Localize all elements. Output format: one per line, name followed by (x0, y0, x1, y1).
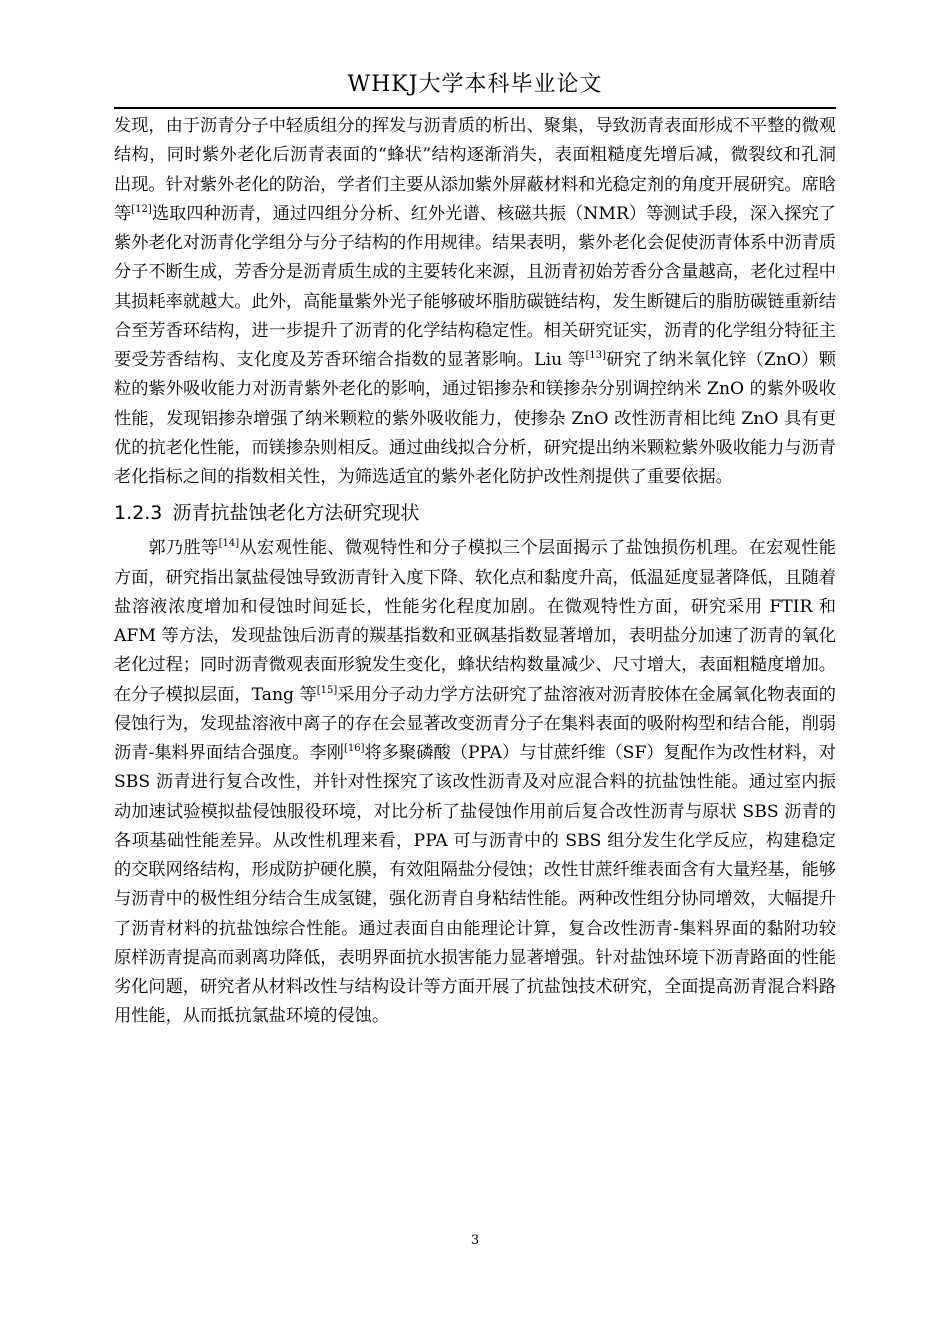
text-run: 从宏观性能、微观特性和分子模拟三个层面揭示了盐蚀损伤机理。在宏观性能方面，研究指出氯盐侵蚀导致沥青针入度下降、软化点和黏度升高，低温延度显著降低，且随着盐溶液浓度增加和侵蚀时间延长，性能劣化程度加剧。在微观特性方面，研究采用 FTIR 和 AFM 等方法，发现盐蚀后沥青的羰基指数和亚砜基指数显著增加，表明盐分加速了沥青的氧化老化过程；同时沥青微观表面形貌发生变化，蜂状结构数量减少、尺寸增大，表面粗糙度增加。在分子模拟层面，Tang 等 (114, 538, 836, 705)
running-header: WHKJ大学本科毕业论文 (347, 72, 603, 97)
citation-13: [13] (585, 350, 606, 361)
text-run: 采用分子动力学方法研究了盐溶液对沥青胶体在金属氧化物表面的侵蚀行为，发现盐溶液中离子的存在会显著改变沥青分子在集料表面的吸附构型和结合能，削弱沥青-集料界面结合强度。李刚 (114, 684, 836, 763)
citation-14: [14] (218, 538, 240, 550)
section-title: 沥青抗盐蚀老化方法研究现状 (172, 502, 420, 525)
body-text (114, 112, 836, 1032)
page-number: 3 (470, 1233, 480, 1248)
citation-16: [16] (343, 743, 365, 754)
paragraph (114, 534, 836, 1031)
paragraph-continued (114, 112, 836, 492)
text-run: 选取四种沥青，通过四组分分析、红外光谱、核磁共振（NMR）等测试手段，深入探究了紫外老化对沥青化学组分与分子结构的作用规律。结果表明，紫外老化会促使沥青体系中沥青质分子不断生成，芳香分是沥青质生成的主要转化来源，且沥青初始芳香分含量越高，老化过程中其损耗率就越大。此外，高能量紫外光子能够破坏脂肪碳链结构，发生断键后的脂肪碳链重新结合至芳香环结构，进一步提升了沥青的化学结构稳定性。相关研究证实，沥青的化学组分特征主要受芳香结构、支化度及芳香环缩合指数的显著影响。Liu 等 (114, 203, 836, 370)
citation-15: [15] (316, 684, 338, 696)
text-run: 郭乃胜等 (148, 538, 219, 559)
text-run: 将多聚磷酸（PPA）与甘蔗纤维（SF）复配作为改性材料，对 SBS 沥青进行复合改性，并针对性探究了该改性沥青及对应混合料的抗盐蚀性能。通过室内振动加速试验模拟盐侵蚀服役环境，对比分析了盐侵蚀作用前后复合改性沥青与原状 SBS 沥青的各项基础性能差异。从改性机理来看，PPA 可与沥青中的 SBS 组分发生化学反应，构建稳定的交联网络结构，形成防护硬化膜，有效阻隔盐分侵蚀；改性甘蔗纤维表面含有大量羟基，能够与沥青中的极性组分结合生成氢键，强化沥青自身粘结性能。两种改性组分协同增效，大幅提升了沥青材料的抗盐蚀综合性能。通过表面自由能理论计算，复合改性沥青-集料界面的黏附功较原样沥青提高而剥离功降低，表明界面抗水损害能力显著增强。针对盐蚀环境下沥青路面的性能劣化问题，研究者从材料改性与结构设计等方面开展了抗盐蚀技术研究，全面提高沥青混合料路用性能，从而抵抗氯盐环境的侵蚀。 (114, 743, 836, 1027)
header-rule (114, 107, 836, 109)
text-run: 研究了纳米氧化锌（ZnO）颗粒的紫外吸收能力对沥青紫外老化的影响，通过铝掺杂和镁掺杂分别调控纳米 ZnO 的紫外吸收性能，发现铝掺杂增强了纳米颗粒的紫外吸收能力，使掺杂 ZnO 改性沥青相比纯 ZnO 具有更优的抗老化性能，而镁掺杂则相反。通过曲线拟合分析，研究提出纳米颗粒紫外吸收能力与沥青老化指标之间的指数相关性，为筛选适宜的紫外老化防护改性剂提供了重要依据。 (114, 350, 836, 487)
section-heading (114, 501, 836, 526)
text-run: 发现，由于沥青分子中轻质组分的挥发与沥青质的析出、聚集，导致沥青表面形成不平整的微观结构，同时紫外老化后沥青表面的“蜂状”结构逐渐消失，表面粗糙度先增后减，微裂纹和孔洞出现。针对紫外老化的防治，学者们主要从添加紫外屏蔽材料和光稳定剂的角度开展研究。席晗等 (114, 116, 836, 224)
citation-12: [12] (131, 203, 152, 215)
section-number: 1.2.3 (114, 502, 163, 525)
